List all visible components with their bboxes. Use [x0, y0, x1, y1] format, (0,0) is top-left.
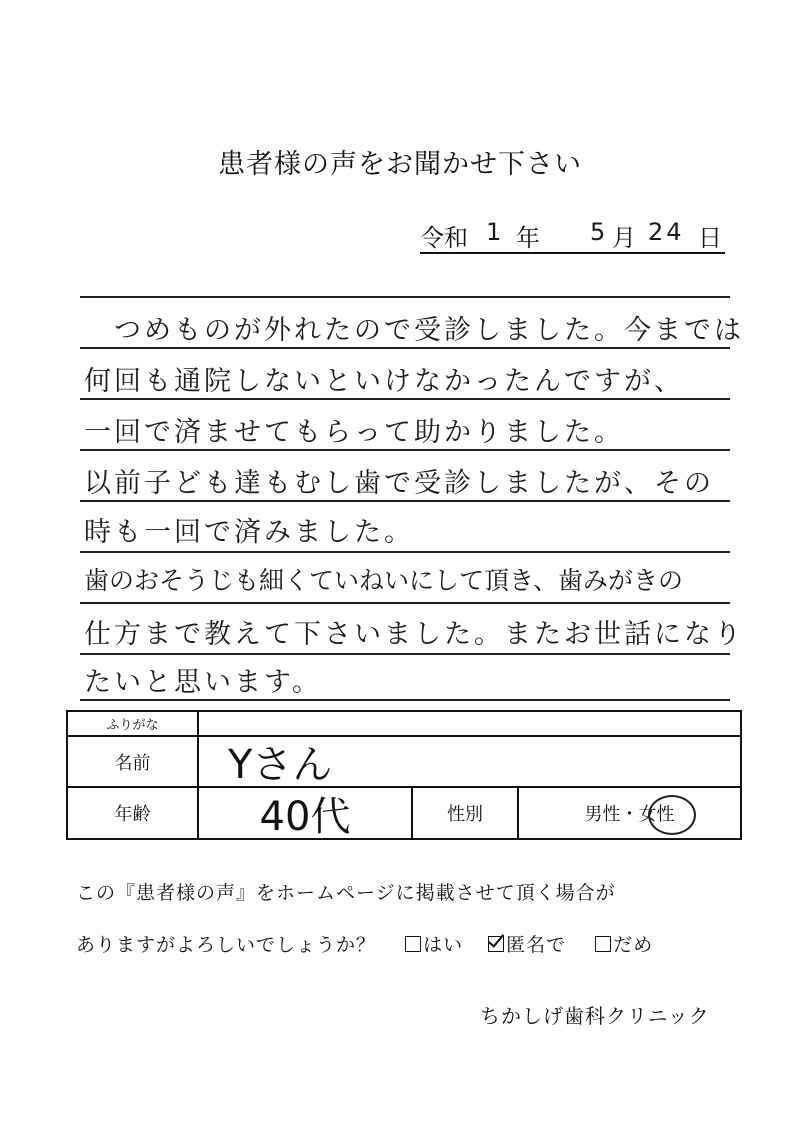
date-month: 5 [590, 218, 609, 246]
date-field [420, 218, 725, 254]
comment-line: つめものが外れたので受診しました。今までは [114, 315, 744, 346]
checkbox-no[interactable] [595, 936, 611, 952]
date-year-unit: 年 [516, 224, 540, 252]
date-year: 1 [486, 218, 505, 246]
age-label: 年齢 [114, 804, 151, 825]
comment-line: 以前子ども達もむし歯で受診しましたが、その [84, 468, 714, 499]
rule-line [80, 500, 730, 502]
comment-line: 時も一回で済みました。 [84, 517, 414, 548]
gender-label: 性別 [447, 804, 483, 825]
rule-line [80, 449, 730, 451]
rule-line [80, 398, 730, 400]
checkbox-anonymous[interactable] [488, 936, 504, 952]
patient-info-table [66, 710, 742, 840]
checkbox-yes[interactable] [405, 936, 421, 952]
consent-option-anonymous[interactable]: 匿名で [488, 930, 566, 957]
comment-line: 何回も通院しないといけなかったんですが、 [84, 366, 684, 397]
date-day: 24 [648, 218, 685, 246]
rule-line [80, 551, 730, 553]
date-month-unit: 月 [612, 224, 636, 252]
consent-question-line1: この『患者様の声』をホームページに掲載させて頂く場合が [76, 882, 616, 904]
consent-question-line2 [76, 930, 653, 957]
consent-option-no[interactable]: だめ [595, 930, 653, 957]
clinic-name: ちかしげ歯科クリニック [480, 1004, 710, 1028]
gender-options[interactable]: 男性・女性 [584, 804, 675, 825]
consent-option-yes[interactable]: はい [405, 930, 463, 957]
comment-line: 一回で済ませてもらって助かりました。 [84, 417, 624, 448]
rule-line [80, 699, 730, 701]
rule-line [80, 653, 730, 655]
furigana-input[interactable] [199, 712, 740, 735]
date-era: 令和 [420, 224, 468, 252]
name-value[interactable]: Yさん [228, 742, 333, 788]
consent-question-text: ありますがよろしいでしょうか？ [76, 934, 377, 956]
rule-line [80, 347, 730, 349]
form-title: 患者様の声をお聞かせ下さい [218, 149, 582, 180]
comment-line: たいと思います。 [84, 667, 322, 698]
rule-line [80, 602, 730, 604]
comment-line: 仕方まで教えて下さいました。またお世話になり [84, 619, 744, 650]
rule-line [80, 296, 730, 298]
date-day-unit: 日 [698, 224, 722, 252]
comment-line: 歯のおそうじも細くていねいにして頂き、歯みがきの [84, 566, 684, 595]
gender-selected-circle [648, 795, 696, 835]
age-value[interactable]: 40代 [259, 793, 351, 840]
furigana-label: ふりがな [106, 718, 159, 733]
name-label: 名前 [114, 752, 151, 774]
